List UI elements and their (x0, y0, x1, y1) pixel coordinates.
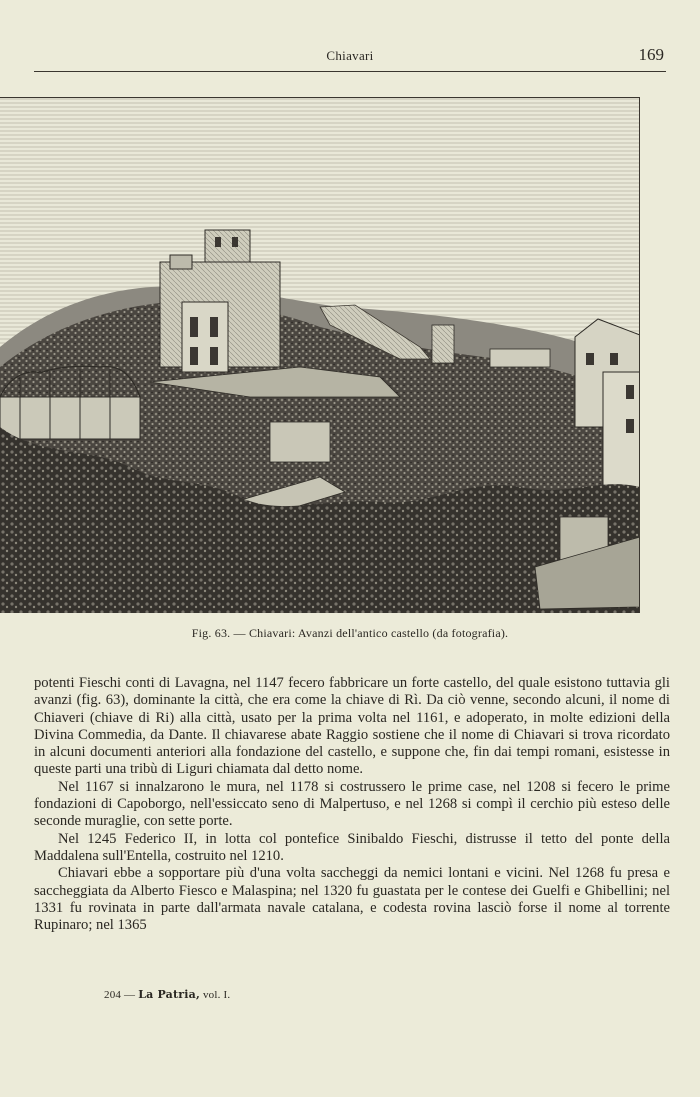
running-head (34, 44, 666, 74)
footer-series-title: La Patria, (138, 988, 201, 1001)
footer-volume: vol. I. (202, 989, 231, 1001)
paragraph: Nel 1245 Federico II, in lotta col pontefice Sinibaldo Fieschi, distrusse il tetto del ponte della Maddalena sull'Entella, costruito nel 1210. (34, 830, 670, 864)
header-rule (34, 71, 666, 72)
running-head-title: Chiavari (326, 48, 374, 63)
paragraph: Chiavari ebbe a sopportare più d'una volta saccheggi da nemici lontani e vicini. Nel 1268 fu presa e saccheggiata da Alberto Fiesco e Malaspina; nel 1320 fu guastata per le contese dei Guelfi e Ghibellini; nel 1331 fu rovinata in parte dall'armata navale catalana, e codesta rovina lasciò forse il nome al torrente Rupinaro; nel 1365 (34, 865, 670, 934)
figure-engraving (0, 97, 640, 613)
paragraph: Nel 1167 si innalzarono le mura, nel 1178 si costrussero le prime case, nel 1208 si fecero le prime fondazioni di Capoborgo, nell'essiccato seno di Malpertuso, e nel 1268 si compì il cerchio più esteso delle seconde muraglie, con sette porte. (34, 778, 670, 830)
page-footer (104, 988, 230, 1001)
figure-caption: Fig. 63. — Chiavari: Avanzi dell'antico castello (da fotografia). (191, 626, 509, 640)
castle-landscape-illustration (0, 97, 640, 613)
page-number: 169 (638, 45, 664, 64)
body-text (34, 675, 670, 934)
footer-signature: 204 — (104, 989, 136, 1001)
paragraph: potenti Fieschi conti di Lavagna, nel 1147 fecero fabbricare un forte castello, del quale esistono tuttavia gli avanzi (fig. 63), dominante la città, che era come la chiave di Rì. Da ciò venne, secondo alcuni, il nome di Chiaveri (chiave di Ri) alla città, usato per la prima volta nel 1161, e adoperato, in molte edizioni della Divina Commedia, da Dante. Il chiavarese abate Raggio sostiene che il nome di Chiavari si trova ricordato in alcuni documenti anteriori alla fondazione del castello, e suppone che, fin dai tempi romani, esistesse in queste parti una tribù di Liguri chiamata dal detto nome. (34, 675, 670, 778)
